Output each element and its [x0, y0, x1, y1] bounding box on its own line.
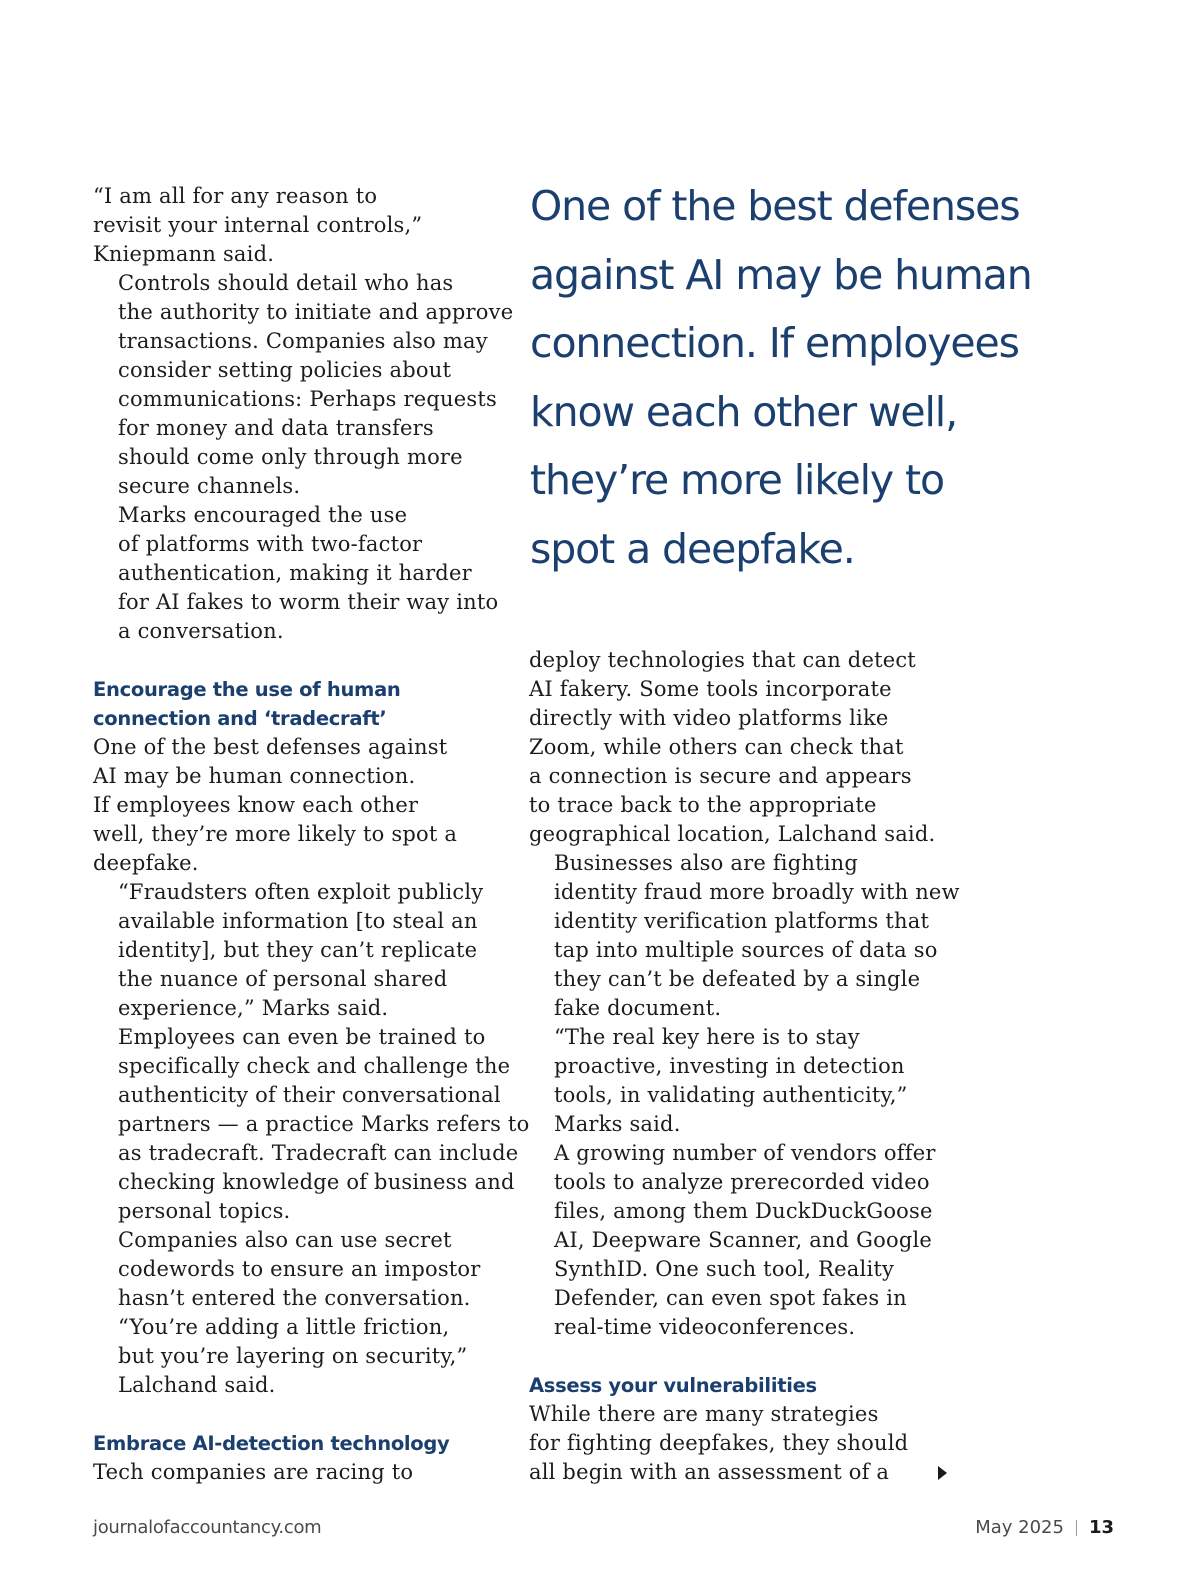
footer-divider	[1076, 1520, 1077, 1536]
paragraph: Controls should detail who has the authority to initiate and approve transactions. Companies also may consider setting policies about communications: Perhaps requests for money and data transfers should come only through more secure channels.	[118, 271, 514, 498]
pull-quote: One of the best defenses against AI may be human connection. If employees know each other well, they’re more likely to spot a deepfake.	[530, 182, 1032, 573]
left-column	[93, 182, 530, 1487]
paragraph: Businesses also are fighting identity fraud more broadly with new identity verification platforms that tap into multiple sources of data so they can’t be defeated by a single fake document.	[554, 851, 960, 1020]
section-heading: Assess your vulnerabilities	[529, 1374, 817, 1397]
section-heading: Embrace AI-detection technology	[93, 1432, 450, 1455]
paragraph: Employees can even be trained to specifically check and challenge the authenticity of their conversational partners — a practice Marks refers to as tradecraft. Tradecraft can include checking knowledge of business and personal topics.	[118, 1025, 530, 1223]
paragraph: “Fraudsters often exploit publicly available information [to steal an identity], but they can’t replicate the nuance of personal shared experience,” Marks said.	[118, 880, 484, 1020]
paragraph: Tech companies are racing to	[93, 1460, 414, 1484]
page-number: 13	[1088, 1517, 1114, 1538]
paragraph: One of the best defenses against AI may be human connection. If employees know each other well, they’re more likely to spot a deepfake.	[93, 735, 458, 875]
paragraph: deploy technologies that can detect AI fakery. Some tools incorporate directly with video platforms like Zoom, while others can check that a connection is secure and appears to trace back to the appropriate geographical location, Lalchand said.	[529, 648, 936, 846]
paragraph: Marks encouraged the use of platforms with two-factor authentication, making it harder for AI fakes to worm their way into a conversation.	[118, 503, 499, 643]
paragraph: “You’re adding a little friction, but you’re layering on security,” Lalchand said.	[118, 1315, 468, 1397]
paragraph: While there are many strategies for fighting deepfakes, they should all begin with an assessment of a	[529, 1402, 909, 1484]
paragraph: “I am all for any reason to revisit your internal controls,” Kniepmann said.	[93, 184, 423, 266]
paragraph: Companies also can use secret codewords to ensure an impostor hasn’t entered the conversation.	[118, 1228, 481, 1310]
section-heading: Encourage the use of human connection and ‘tradecraft’	[93, 678, 401, 730]
triangle-right-icon	[938, 1466, 947, 1480]
right-column	[529, 646, 960, 1487]
footer-website: journalofaccountancy.com	[93, 1517, 322, 1538]
paragraph: “The real key here is to stay proactive, investing in detection tools, in validating authenticity,” Marks said.	[554, 1025, 908, 1136]
footer-date: May 2025	[975, 1517, 1064, 1538]
footer-page-info	[975, 1517, 1114, 1538]
paragraph: A growing number of vendors offer tools to analyze prerecorded video files, among them DuckDuckGoose AI, Deepware Scanner, and Google SynthID. One such tool, Reality Defender, can even spot fakes in real-time videoconferences.	[554, 1141, 936, 1339]
